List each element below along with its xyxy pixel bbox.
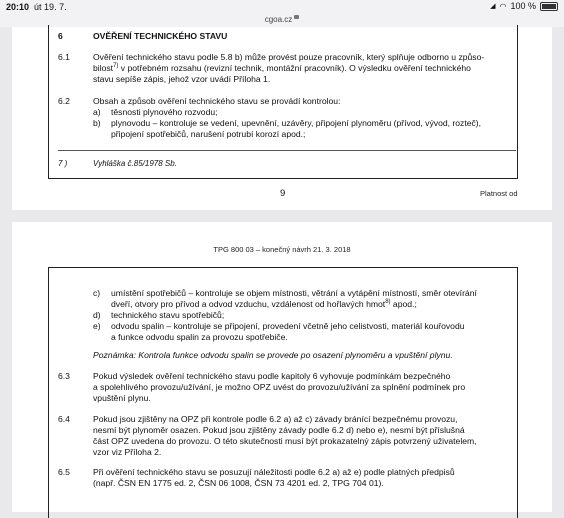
footnote-text: Vyhláška č.85/1978 Sb. [93,159,177,168]
status-date: út 19. 7. [34,2,67,12]
lock-icon [294,15,299,19]
item-d-label: d) [93,310,101,320]
page-2-header: TPG 800 03 – konečný návrh 21. 3. 2018 [213,245,351,254]
item-b-line1: plynovodu – kontroluje se vedení, upevnění, uzávěry, připojení plynoměru (přívod, vývod, rozteč), [111,118,482,128]
document-page-1 [12,27,552,210]
para-6-5-line2: (např. ČSN EN 1775 ed. 2, ČSN 06 1008, ČSN 73 4201 ed. 2, TPG 704 01). [93,478,384,488]
footnote-separator [58,150,516,151]
para-6-3-line3: vpuštění plynu. [93,393,151,403]
item-b-label: b) [93,118,101,128]
para-6-3-line2: a spolehlivého provozu/užívání, je možno OPZ uvést do provozu/užívání za splnění podmínek pro [93,382,466,392]
para-6-5-line1: Při ověření technického stavu se posuzují náležitosti podle 6.2 a) až e) podle platných předpisů [93,467,455,477]
para-6-1-number: 6.1 [58,52,70,62]
section-number: 6 [58,31,63,41]
para-6-1-line1: Ověření technického stavu podle 5.8 b) může provést pouze pracovník, který splňuje odborno u způso- [93,52,485,62]
battery-label: 100 % [510,1,536,11]
para-6-3-line1: Pokud výsledek ověření technického stavu podle kapitoly 6 vyhovuje podmínkám bezpečného [93,371,451,381]
para-6-4-number: 6.4 [58,414,70,424]
item-a-text: těsnosti plynového rozvodu; [111,107,218,117]
item-a-label: a) [93,107,101,117]
para-6-4-line2: nesmí být plynoměr osazen. Pokud jsou zjištěny závady podle 6.2 d) nebo e), nesmí být příslušná [93,425,465,435]
para-6-1-line2a: bilost [93,63,114,73]
note-text: Poznámka: Kontrola funkce odvodu spalin se provede po osazení plynoměru a vpuštění plynu. [93,350,453,360]
item-b-line2: připojení spotřebičů, narušení potrubí korozí apod.; [111,129,306,139]
item-c-line2 [111,299,417,310]
item-d-text: technického stavu spotřebičů; [111,310,225,320]
para-6-4-line3: část OPZ uvedena do provozu. O této skutečnosti musí být prokazatelný zápis potvrzený uživatelem, [93,436,477,446]
para-6-2-number: 6.2 [58,96,70,106]
battery-icon [540,2,558,11]
section-title: OVĚŘENÍ TECHNICKÉHO STAVU [93,31,228,41]
para-6-1-line3: stavu sepíše zápis, jehož vzor uvádí Příloha 1. [93,74,271,84]
item-e-line1: odvodu spalin – kontroluje se připojení, provedení včetně jeho celistvosti, materiál kouřovodu [111,321,465,331]
item-e-line2: a funkce odvodu spalin za provozu spotřebiče. [111,332,288,342]
footnote-ref-7: 7) [113,63,119,70]
signal-icon: ◢ [490,3,496,10]
item-e-label: e) [93,321,101,331]
para-6-1-line2 [93,63,471,74]
status-left [6,2,67,12]
status-bar [0,0,564,15]
para-6-4-line1: Pokud jsou zjištěny na OPZ při kontrole podle 6.2 a) až c) závady bránící bezpečnému provozu, [93,414,458,424]
validity-label: Platnost od [480,189,518,198]
item-c-line2a: dveří, otvory pro přívod a odvod vzduchu, vzdálenost od hořlavých hmot [111,299,386,309]
status-right [490,1,558,11]
para-6-5-number: 6.5 [58,467,70,477]
document-page-2 [12,222,552,512]
para-6-1-line2b: v potřebném rozsahu (revizní technik, montážní pracovník). O výsledku ověření technického [118,63,471,73]
para-6-3-number: 6.3 [58,371,70,381]
para-6-4-line4: vzor viz Příloha 2. [93,447,162,457]
page-number: 9 [280,188,286,199]
footnote-number: 7 ) [58,159,68,168]
url-text: cgoa.cz [264,15,293,24]
status-time: 20:10 [6,2,30,12]
item-c-line2b: apod.; [390,299,417,309]
item-c-label: c) [93,288,101,298]
para-6-2-line1: Obsah a způsob ověření technického stavu se provádí kontrolou: [93,96,341,106]
item-c-line1: umístění spotřebičů – kontroluje se objem místnosti, větrání a vytápění místností, směr otevírání [111,288,477,298]
wifi-icon: ◠ [499,1,507,11]
footnote-ref-8: 8) [385,299,391,306]
